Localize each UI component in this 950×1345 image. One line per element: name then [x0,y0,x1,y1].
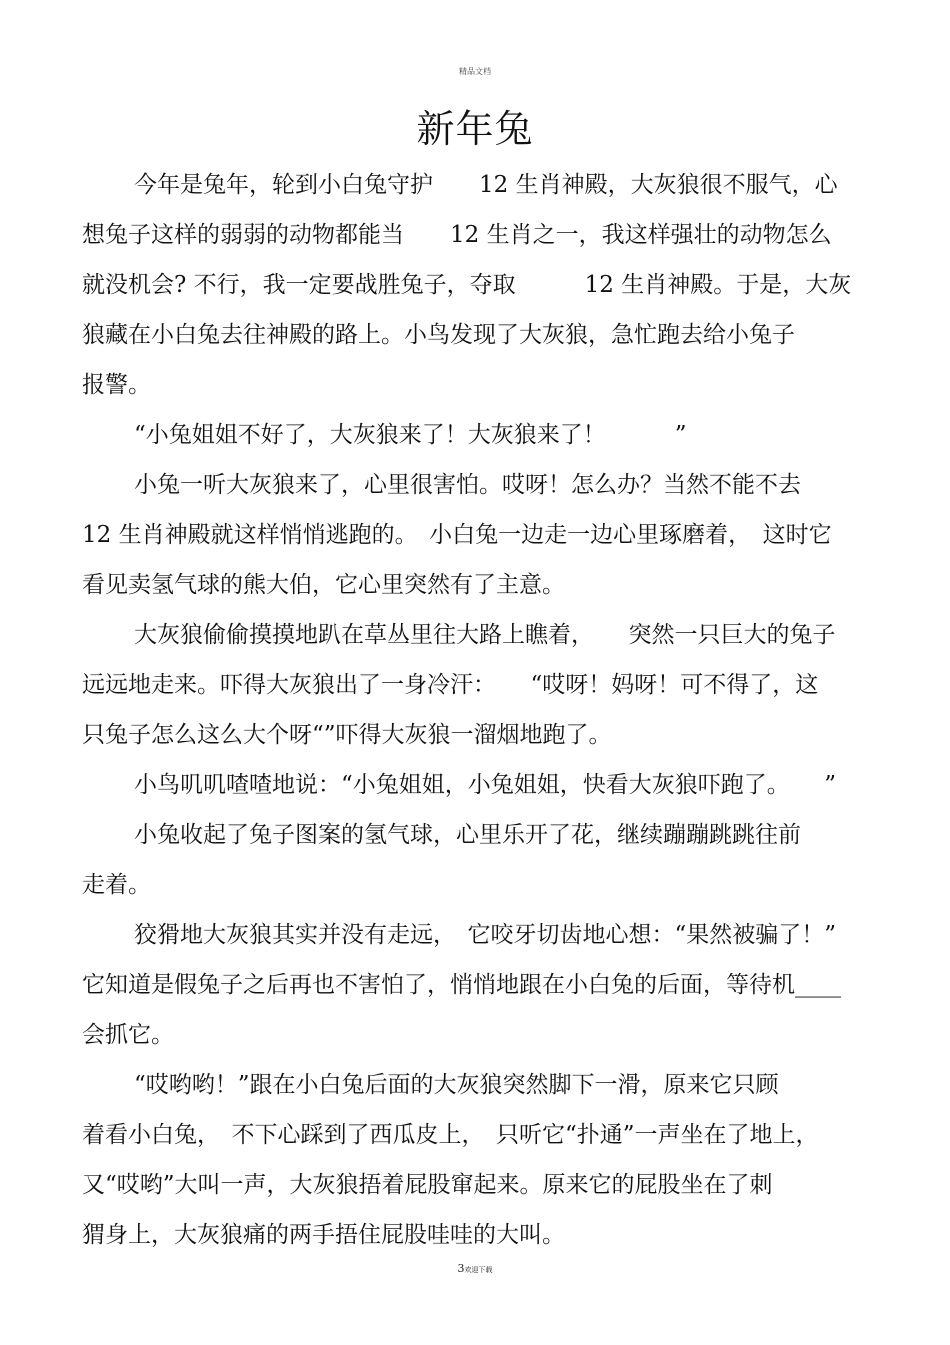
text-line: “哎哟哟！”跟在小白兔后面的大灰狼突然脚下一滑，原来它只顾 [134,1072,779,1098]
text-line: 今年是兔年，轮到小白兔守护 12 生肖神殿，大灰狼很不服气，心 [134,172,838,198]
text-line: 小兔一听大灰狼来了，心里很害怕。哎呀！怎么办？当然不能不去 [134,472,801,498]
footer [0,1262,950,1275]
text-line: 大灰狼偷偷摸摸地趴在草丛里往大路上瞧着， 突然一只巨大的兔子 [134,622,836,648]
document-title: 新年兔 [416,107,534,151]
text-line: 狡猾地大灰狼其实并没有走远， 它咬牙切齿地心想：“果然被骗了！” [134,922,837,948]
text-line: 想兔子这样的弱弱的动物都能当 12 生肖之一，我这样强壮的动物怎么 [82,222,832,248]
text-line: 走着。 [82,872,151,898]
text-line: 小鸟叽叽喳喳地说：“小兔姐姐，小兔姐姐，快看大灰狼吓跑了。 ” [134,772,837,798]
text-line: 狼藏在小白兔去往神殿的路上。小鸟发现了大灰狼，急忙跑去给小兔子 [82,322,795,348]
text-line: 又“哎哟”大叫一声，大灰狼捂着屁股窜起来。原来它的屁股坐在了刺 [82,1172,773,1198]
text-line: 它知道是假兔子之后再也不害怕了，悄悄地跟在小白兔的后面，等待机____ [82,972,841,998]
document-body [82,160,882,1260]
text-line: 小兔收起了兔子图案的氢气球，心里乐开了花，继续蹦蹦跳跳往前 [134,822,801,848]
page-number: 3 [457,1262,465,1275]
text-line: 着看小白兔， 不下心踩到了西瓜皮上， 只听它“扑通”一声坐在了地上， [82,1122,819,1148]
text-line: 只兔子怎么这么大个呀“”吓得大灰狼一溜烟地跑了。 [82,722,612,748]
text-line: 猬身上，大灰狼痛的两手捂住屁股哇哇的大叫。 [82,1222,565,1248]
text-line: 12 生肖神殿就这样悄悄逃跑的。 小白兔一边走一边心里琢磨着， 这时它 [82,522,832,548]
text-line: 远远地走来。吓得大灰狼出了一身冷汗： “哎呀！妈呀！可不得了，这 [82,672,819,698]
text-line: 就没机会? 不行，我一定要战胜兔子，夺取 12 生肖神殿。于是，大灰 [82,272,852,298]
footer-note: 欢迎下载 [464,1266,493,1274]
text-line: 报警。 [82,372,151,398]
header-watermark: 精品文档 [459,67,491,76]
text-line: 看见卖氢气球的熊大伯，它心里突然有了主意。 [82,572,565,598]
text-line: “小兔姐姐不好了，大灰狼来了！大灰狼来了！ ” [134,422,687,448]
text-line: 会抓它。 [82,1022,174,1048]
